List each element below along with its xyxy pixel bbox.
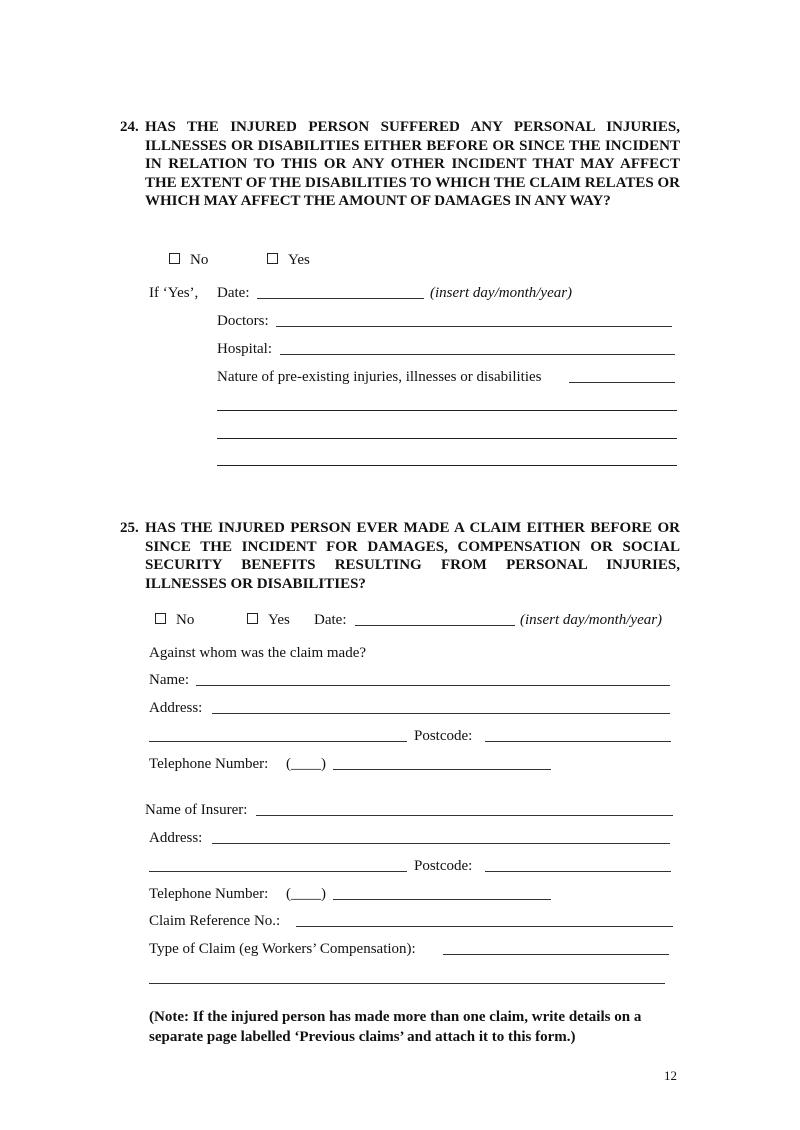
q24-if-yes-label: If ‘Yes’,: [149, 285, 199, 301]
q25-insurer-address-label: Address:: [149, 830, 203, 846]
q24-nature-field[interactable]: [569, 382, 675, 383]
q25-insurer-address-line-2[interactable]: [149, 871, 407, 872]
q24-doctors-label: Doctors:: [217, 313, 269, 329]
q24-no-label: No: [190, 252, 209, 268]
q25-note: (Note: If the injured person has made more than one claim, write details on a separate page labelled ‘Previous claims’ and attach it to this form.): [149, 1009, 642, 1045]
question-25-text: HAS THE INJURED PERSON EVER MADE A CLAIM EITHER BEFORE OR SINCE THE INCIDENT FOR DAMAGES, COMPENSATION OR SOCIAL SECURITY BENEFITS RESULTING FROM PERSONAL INJURIES, ILLNESSES OR DISABILITIES?: [145, 520, 680, 592]
q25-claim-type-label: Type of Claim (eg Workers’ Compensation):: [149, 941, 416, 957]
q25-address-field[interactable]: [212, 713, 670, 714]
q25-insurer-telephone-area-code[interactable]: (____): [286, 886, 326, 902]
q25-telephone-field[interactable]: [333, 769, 551, 770]
page-number: 12: [664, 1068, 677, 1083]
q25-no-option[interactable]: [155, 611, 194, 629]
question-24: [120, 118, 680, 211]
q25-insurer-field[interactable]: [256, 815, 673, 816]
q25-name-field[interactable]: [196, 685, 670, 686]
question-25: [120, 519, 680, 593]
question-24-text: HAS THE INJURED PERSON SUFFERED ANY PERSONAL INJURIES, ILLNESSES OR DISABILITIES EITHER BEFORE OR SINCE THE INCIDENT IN RELATION TO THIS OR ANY OTHER INCIDENT THAT MAY AFFECT THE EXTENT OF THE DISABILITIES TO WHICH THE CLAIM RELATES OR WHICH MAY AFFECT THE AMOUNT OF DAMAGES IN ANY WAY?: [145, 119, 680, 210]
q25-claim-type-field[interactable]: [443, 954, 669, 955]
q24-no-checkbox[interactable]: [169, 253, 180, 264]
q25-insurer-address-field[interactable]: [212, 843, 670, 844]
q24-date-hint: (insert day/month/year): [430, 285, 573, 301]
q25-insurer-telephone-field[interactable]: [333, 899, 551, 900]
q25-no-label: No: [176, 612, 195, 628]
q24-date-field[interactable]: [257, 298, 424, 299]
q24-nature-line-2[interactable]: [217, 410, 677, 411]
q24-hospital-label: Hospital:: [217, 341, 272, 357]
q25-postcode-label: Postcode:: [414, 728, 473, 744]
q24-date-label: Date:: [217, 285, 250, 301]
q25-claim-type-line-2[interactable]: [149, 983, 665, 984]
q25-claim-ref-field[interactable]: [296, 926, 673, 927]
q25-insurer-telephone-label: Telephone Number:: [149, 886, 269, 902]
q24-doctors-field[interactable]: [276, 326, 672, 327]
q25-insurer-postcode-field[interactable]: [485, 871, 671, 872]
q25-no-checkbox[interactable]: [155, 613, 166, 624]
q25-against-whom: Against whom was the claim made?: [149, 645, 367, 661]
q24-yes-checkbox[interactable]: [267, 253, 278, 264]
q25-yes-label: Yes: [268, 612, 290, 628]
q25-yes-checkbox[interactable]: [247, 613, 258, 624]
q24-nature-line-4[interactable]: [217, 465, 677, 466]
q24-hospital-field[interactable]: [280, 354, 675, 355]
q25-address-label: Address:: [149, 700, 203, 716]
q25-address-line-2[interactable]: [149, 741, 407, 742]
q25-yes-option[interactable]: [247, 611, 290, 629]
q25-telephone-label: Telephone Number:: [149, 756, 269, 772]
q25-insurer-postcode-label: Postcode:: [414, 858, 473, 874]
q25-claim-ref-label: Claim Reference No.:: [149, 913, 281, 929]
q24-yes-label: Yes: [288, 252, 310, 268]
question-24-number: 24.: [120, 119, 139, 135]
q25-name-label: Name:: [149, 672, 189, 688]
q25-date-field[interactable]: [355, 625, 515, 626]
q24-yes-option[interactable]: [267, 251, 310, 269]
q24-nature-line-3[interactable]: [217, 438, 677, 439]
q24-nature-label: Nature of pre-existing injuries, illnesses or disabilities: [217, 369, 542, 385]
q24-no-option[interactable]: [169, 251, 208, 269]
question-25-number: 25.: [120, 520, 139, 536]
q25-postcode-field[interactable]: [485, 741, 671, 742]
q25-date-label: Date:: [314, 612, 347, 628]
q25-date-hint: (insert day/month/year): [520, 612, 663, 628]
q25-insurer-label: Name of Insurer:: [145, 802, 248, 818]
q25-telephone-area-code[interactable]: (____): [286, 756, 326, 772]
